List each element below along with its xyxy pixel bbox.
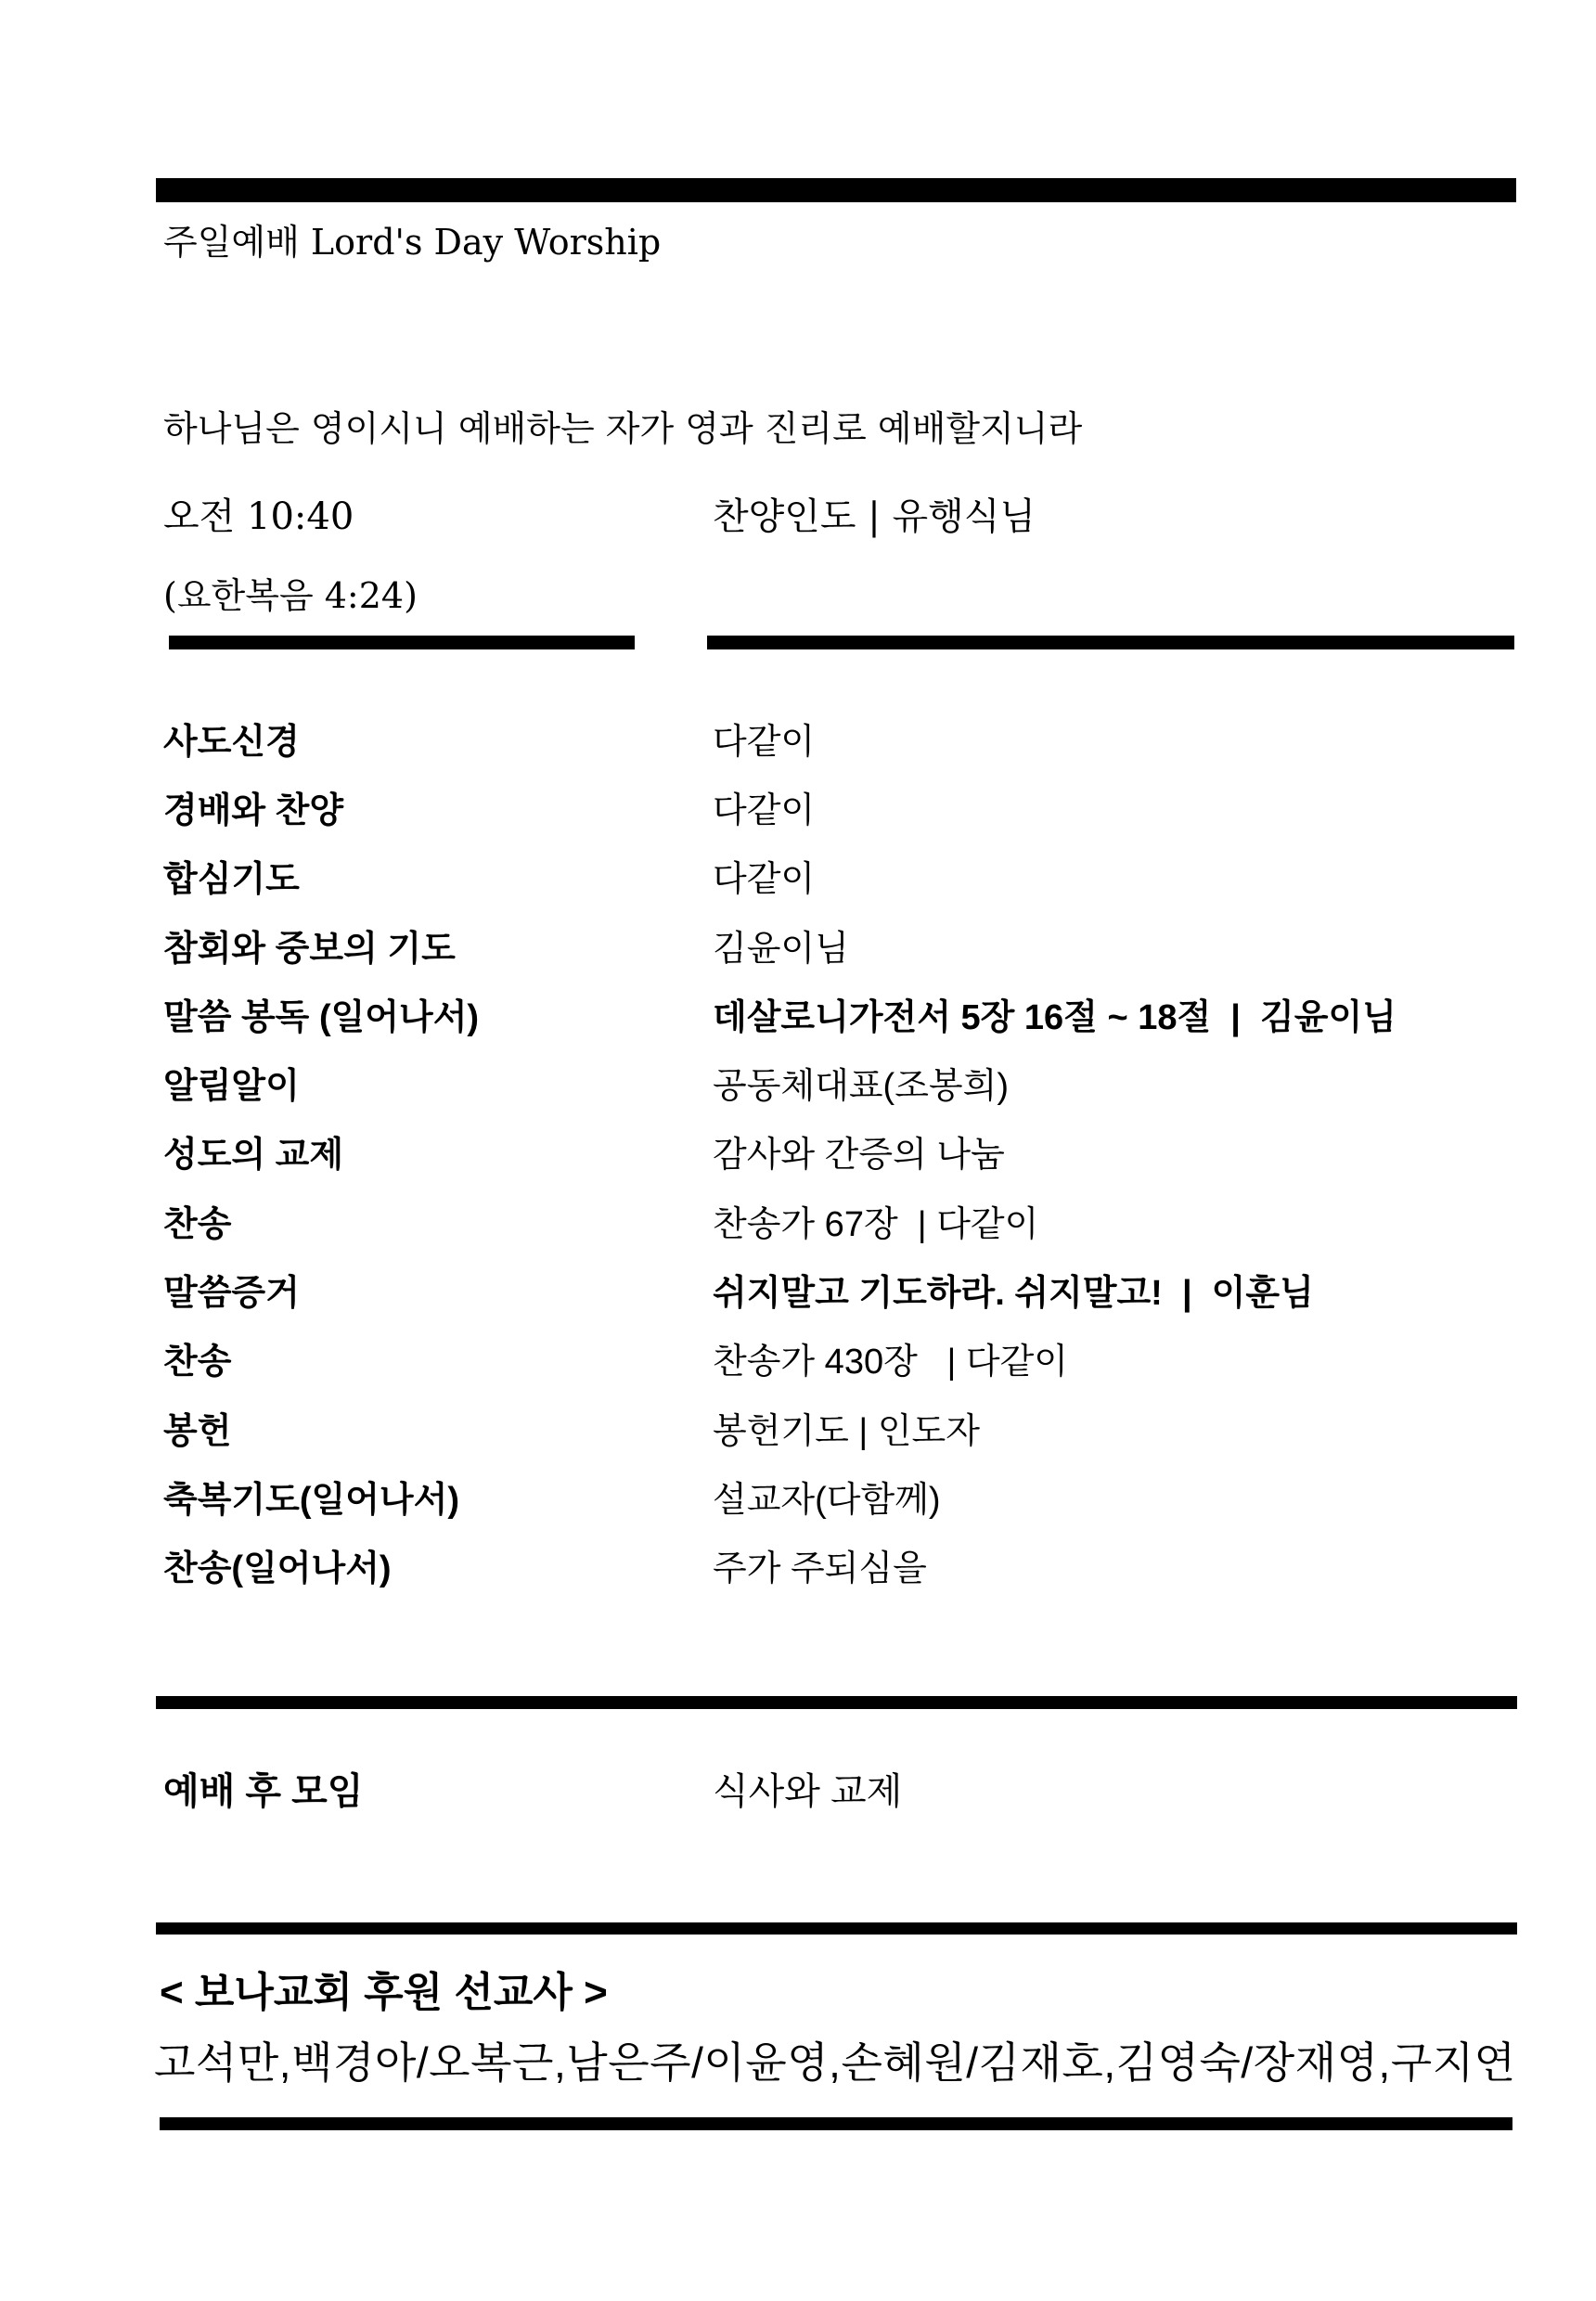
- order-item-label: 말씀증거: [163, 1274, 300, 1314]
- order-item-label: 찬송(일어나서): [163, 1549, 392, 1589]
- order-item-value: 찬송가 430장 | 다같이: [713, 1343, 1069, 1382]
- worship-order-row: [163, 1531, 1537, 1600]
- order-item-value: 쉬지말고 기도하라. 쉬지말고! | 이훈님: [713, 1274, 1314, 1314]
- order-item-value: 주가 주되심을: [713, 1549, 927, 1589]
- service-time: 오전 10:40: [163, 495, 354, 538]
- order-divider-right: [707, 636, 1514, 649]
- worship-order-row: [163, 1048, 1537, 1116]
- order-item-value: 공동체대표(조봉희): [713, 1067, 1009, 1107]
- worship-order-row: [163, 1393, 1537, 1461]
- order-item-label: 성도의 교제: [163, 1136, 344, 1176]
- order-item-label: 찬송: [163, 1343, 232, 1382]
- worship-order-row: [163, 979, 1537, 1048]
- order-item-label: 경배와 찬양: [163, 791, 344, 830]
- after-section-divider: [156, 1696, 1517, 1709]
- order-item-label: 알림알이: [163, 1067, 300, 1107]
- order-item-value: 봉헌기도 | 인도자: [713, 1411, 980, 1451]
- order-item-label: 합심기도: [163, 860, 300, 900]
- worship-order-row: [163, 772, 1537, 841]
- worship-order-row: [163, 1324, 1537, 1393]
- order-item-value: 김윤이님: [713, 929, 849, 969]
- worship-order-row: [163, 910, 1537, 979]
- order-item-value: 다같이: [713, 722, 816, 762]
- order-item-label: 봉헌: [163, 1411, 232, 1451]
- order-item-label: 축복기도(일어나서): [163, 1480, 459, 1520]
- order-item-label: 참회와 중보의 기도: [163, 929, 456, 969]
- order-item-value: 다같이: [713, 860, 816, 900]
- order-item-label: 사도신경: [163, 722, 300, 762]
- order-item-value: 설교자(다함께): [713, 1480, 941, 1520]
- worship-order-row: [163, 1117, 1537, 1186]
- order-item-label: 말씀 봉독 (일어나서): [163, 997, 480, 1037]
- praise-leader: 찬양인도 | 유행식님: [713, 495, 1036, 538]
- bottom-divider: [160, 2117, 1512, 2130]
- worship-order-row: [163, 1254, 1537, 1323]
- after-service-row: [163, 1760, 1537, 1816]
- after-service-label: 예배 후 모임: [163, 1770, 364, 1812]
- missions-names: 고석만,백경아/오복근,남은주/이윤영,손혜원/김재호,김영숙/장재영,구지연: [154, 2038, 1516, 2087]
- worship-order-row: [163, 703, 1537, 772]
- worship-order-row: [163, 1461, 1537, 1530]
- scripture-text: 하나님은 영이시니 예배하는 자가 영과 진리로 예배할지니라: [163, 408, 1083, 449]
- worship-order-row: [163, 1186, 1537, 1254]
- order-item-label: 찬송: [163, 1204, 232, 1244]
- order-item-value: 찬송가 67장 | 다같이: [713, 1204, 1039, 1244]
- missions-title: < 보나교회 후원 선교사 >: [160, 1970, 608, 2015]
- after-service-value: 식사와 교제: [713, 1770, 903, 1812]
- worship-order-list: [163, 703, 1537, 1600]
- scripture-reference: (요한복음 4:24): [163, 575, 418, 616]
- order-divider-left: [169, 636, 635, 649]
- service-time-row: [163, 489, 1518, 545]
- page-title: 주일예배 Lord's Day Worship: [163, 222, 662, 263]
- order-item-value: 감사와 간증의 나눔: [713, 1136, 1005, 1176]
- top-divider: [156, 178, 1516, 202]
- order-item-value: 다같이: [713, 791, 816, 830]
- missions-section-divider: [156, 1922, 1517, 1935]
- order-item-value: 데살로니가전서 5장 16절 ~ 18절 | 김윤이님: [713, 997, 1396, 1037]
- worship-order-row: [163, 842, 1537, 910]
